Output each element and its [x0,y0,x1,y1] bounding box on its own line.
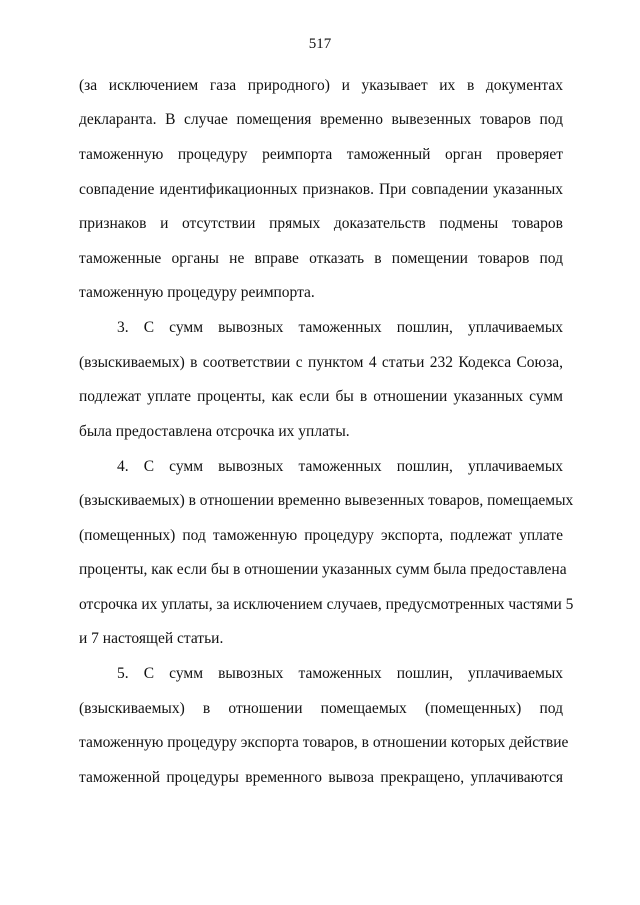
text-line: таможенную процедуру экспорта товаров, в отношении которых действие [79,734,569,751]
text-line: таможенную процедуру реимпорта. [79,284,315,301]
text-line: (помещенных) под таможенную процедуру экспорта, подлежат уплате [79,527,563,544]
text-line: декларанта. В случае помещения временно вывезенных товаров под [79,111,563,128]
text-line: 3. С сумм вывозных таможенных пошлин, уплачиваемых [117,319,563,336]
text-line: 4. С сумм вывозных таможенных пошлин, уплачиваемых [117,458,563,475]
text-line: совпадение идентификационных признаков. При совпадении указанных [79,181,563,198]
text-line: (взыскиваемых) в соответствии с пунктом 4 статьи 232 Кодекса Союза, [79,354,563,371]
text-line: отсрочка их уплаты, за исключением случаев, предусмотренных частями 5 [79,596,574,613]
text-line: проценты, как если бы в отношении указанных сумм была предоставлена [79,561,567,578]
page-number: 517 [308,36,332,52]
text-line: таможенной процедуры временного вывоза прекращено, уплачиваются [79,769,563,786]
text-line: таможенные органы не вправе отказать в помещении товаров под [79,250,563,267]
text-line: (взыскиваемых) в отношении помещаемых (помещенных) под [79,700,563,717]
text-line: подлежат уплате проценты, как если бы в отношении указанных сумм [79,388,563,405]
text-line: признаков и отсутствии прямых доказательств подмены товаров [79,215,563,232]
text-line: (взыскиваемых) в отношении временно вывезенных товаров, помещаемых [79,492,574,509]
text-line: была предоставлена отсрочка их уплаты. [79,423,350,440]
text-line: и 7 настоящей статьи. [79,630,224,647]
text-line: (за исключением газа природного) и указывает их в документах [79,77,563,94]
text-line: 5. С сумм вывозных таможенных пошлин, уплачиваемых [117,665,563,682]
text-line: таможенную процедуру реимпорта таможенный орган проверяет [79,146,563,163]
